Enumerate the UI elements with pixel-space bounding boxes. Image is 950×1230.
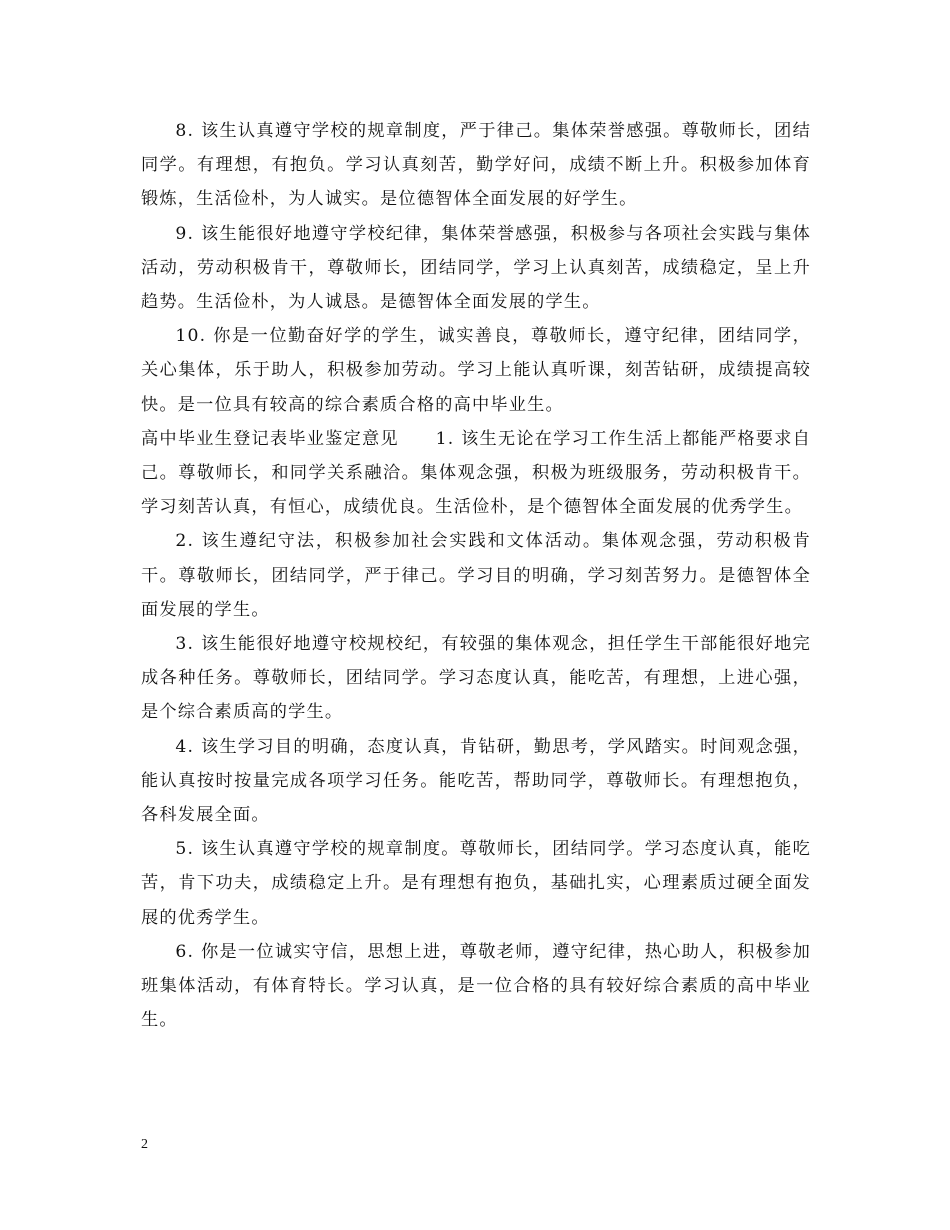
paragraph-10: 10. 你是一位勤奋好学的学生，诚实善良，尊敬师长，遵守纪律，团结同学，关心集体，乐于助人，积极参加劳动。学习上能认真听课，刻苦钻研，成绩提高较快。是一位具有较高的综合素质合格的高中毕业生。 <box>141 326 811 415</box>
paragraph-5: 5. 该生认真遵守学校的规章制度。尊敬师长，团结同学。学习态度认真，能吃苦，肯下功夫，成绩稳定上升。是有理想有抱负，基础扎实，心理素质过硬全面发展的优秀学生。 <box>141 839 811 928</box>
paragraph-6: 6. 你是一位诚实守信，思想上进，尊敬老师，遵守纪律，热心助人，积极参加班集体活动，有体育特长。学习认真，是一位合格的具有较好综合素质的高中毕业生。 <box>141 941 811 1031</box>
section-heading-paragraph-1: 高中毕业生登记表毕业鉴定意见 1. 该生无论在学习工作生活上都能严格要求自己。尊敬师长，和同学关系融洽。集体观念强，积极为班级服务，劳动积极肯干。学习刻苦认真，有恒心，成绩优良。生活俭朴，是个德智体全面发展的优秀学生。 <box>141 428 811 518</box>
paragraph-2: 2. 该生遵纪守法，积极参加社会实践和文体活动。集体观念强，劳动积极肯干。尊敬师长，团结同学，严于律己。学习目的明确，学习刻苦努力。是德智体全面发展的学生。 <box>141 531 811 620</box>
paragraph-8: 8. 该生认真遵守学校的规章制度，严于律己。集体荣誉感强。尊敬师长，团结同学。有理想，有抱负。学习认真刻苦，勤学好问，成绩不断上升。积极参加体育锻炼，生活俭朴，为人诚实。是位德智体全面发展的好学生。 <box>141 121 811 210</box>
paragraph-4: 4. 该生学习目的明确，态度认真，肯钻研，勤思考，学风踏实。时间观念强，能认真按时按量完成各项学习任务。能吃苦，帮助同学，尊敬师长。有理想抱负，各科发展全面。 <box>141 736 811 826</box>
document-body <box>141 114 811 1037</box>
paragraph-9: 9. 该生能很好地遵守学校纪律，集体荣誉感强，积极参与各项社会实践与集体活动，劳动积极肯干，尊敬师长，团结同学，学习上认真刻苦，成绩稳定，呈上升趋势。生活俭朴，为人诚恳。是德智体全面发展的学生。 <box>141 223 811 313</box>
page-number: 2 <box>141 1137 148 1152</box>
paragraph-3: 3. 该生能很好地遵守校规校纪，有较强的集体观念，担任学生干部能很好地完成各种任务。尊敬师长，团结同学。学习态度认真，能吃苦，有理想，上进心强，是个综合素质高的学生。 <box>141 634 811 723</box>
